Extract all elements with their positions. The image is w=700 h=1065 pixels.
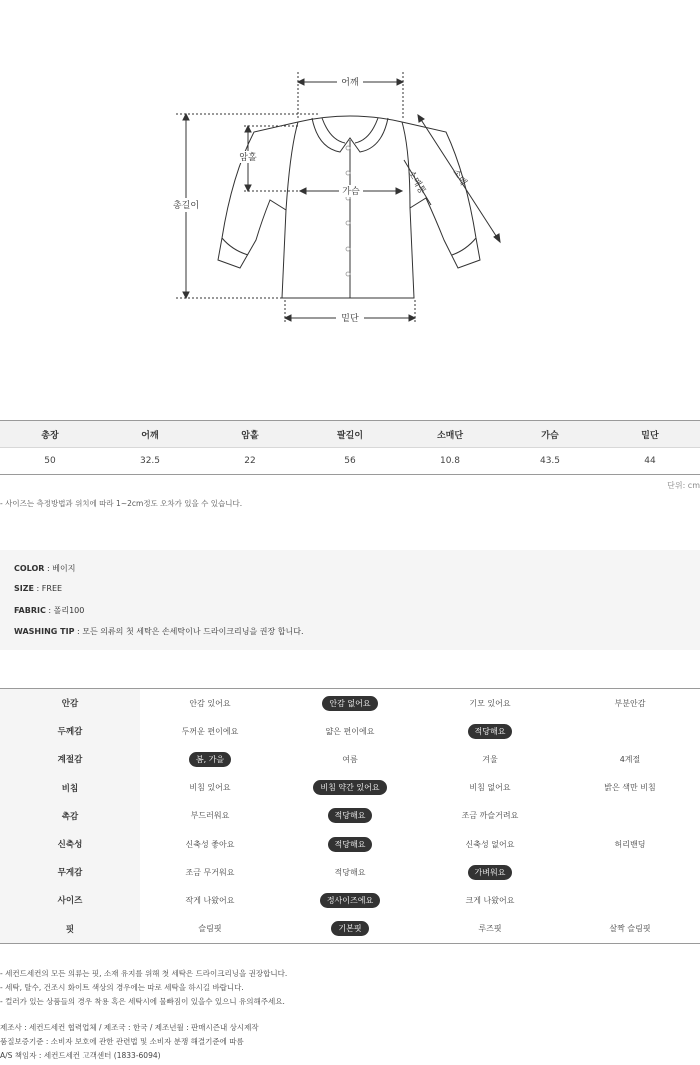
- shoulder-label: 어깨: [341, 78, 359, 88]
- feature-option: 허리밴딩: [614, 839, 646, 849]
- feature-option-selected: 가벼워요: [430, 858, 550, 886]
- header-arm-length: 팔길이: [300, 421, 400, 448]
- washing-value: : 모든 의류의 첫 세탁은 손세탁이나 드라이크리닝을 권장 합니다.: [74, 627, 304, 636]
- feature-row-sheerness: [0, 774, 700, 802]
- feature-option: 조금 까슬거려요: [461, 811, 519, 821]
- feature-row-size: [0, 886, 700, 914]
- header-chest: 가슴: [500, 421, 600, 448]
- feature-option: 부드러워요: [190, 811, 230, 821]
- size-note: - 사이즈는 측정방법과 위치에 따라 1~2cm정도 오차가 있을 수 있습니다.: [0, 499, 243, 508]
- fabric-value: : 폴리100: [45, 606, 85, 615]
- fabric-row: [14, 605, 84, 616]
- feature-label: 비침: [0, 774, 140, 802]
- feature-option: 기모 있어요: [469, 698, 511, 708]
- feature-row-season: [0, 745, 700, 773]
- hem-label: 밑단: [341, 314, 359, 324]
- feature-row-fit: [0, 915, 700, 943]
- color-label: COLOR: [14, 564, 45, 573]
- feature-option: 루즈핏: [478, 924, 502, 934]
- header-total-length: 총장: [0, 421, 100, 448]
- washing-label: WASHING TIP: [14, 627, 75, 636]
- value-chest: 43.5: [500, 448, 600, 475]
- feature-option-selected: 안감 없어요: [290, 689, 410, 717]
- cuff-label: 소매통: [405, 168, 427, 197]
- feature-label: 무게감: [0, 858, 140, 886]
- notes-section: [0, 967, 287, 1063]
- feature-option: 신축성 좋아요: [185, 839, 235, 849]
- header-armhole: 암홀: [200, 421, 300, 448]
- chest-label: 가슴: [342, 187, 360, 197]
- feature-table: [0, 688, 700, 944]
- feature-option-selected: 비침 약간 있어요: [290, 774, 410, 802]
- size-label: SIZE: [14, 584, 35, 593]
- feature-label: 안감: [0, 689, 140, 717]
- feature-row-lining: [0, 689, 700, 717]
- feature-option: 겨울: [482, 754, 498, 764]
- unit-label: 단위: cm: [667, 481, 700, 490]
- feature-option: 비침 없어요: [469, 783, 511, 793]
- size-row: [14, 584, 62, 593]
- feature-row-texture: [0, 802, 700, 830]
- garment-measurement-diagram: [0, 0, 700, 400]
- buttons: [346, 146, 350, 276]
- feature-option: 안감 있어요: [189, 698, 231, 708]
- feature-option-selected: 정사이즈에요: [290, 886, 410, 914]
- care-note: - 세컨드세컨의 모든 의류는 핏, 소재 유지를 위해 첫 세탁은 드라이크리닝을 권장합니다.: [0, 969, 288, 978]
- header-hem: 밑단: [600, 421, 700, 448]
- feature-option: 슬림핏: [198, 924, 222, 934]
- feature-option: 조금 무거워요: [185, 867, 235, 877]
- feature-label: 사이즈: [0, 886, 140, 914]
- size-table-row: [0, 448, 700, 475]
- fabric-label: FABRIC: [14, 606, 46, 615]
- feature-row-thickness: [0, 717, 700, 745]
- header-cuff: 소매단: [400, 421, 500, 448]
- feature-option-selected: 기본핏: [290, 915, 410, 943]
- feature-option: 적당해요: [334, 867, 366, 877]
- feature-option: [570, 802, 690, 830]
- washing-row: [14, 626, 304, 637]
- value-shoulder: 32.5: [100, 448, 200, 475]
- feature-option: 부분안감: [614, 698, 646, 708]
- value-hem: 44: [600, 448, 700, 475]
- header-shoulder: 어깨: [100, 421, 200, 448]
- feature-option-selected: 적당해요: [290, 802, 410, 830]
- value-armhole: 22: [200, 448, 300, 475]
- feature-option: 크게 나왔어요: [465, 895, 515, 905]
- feature-option: 작게 나왔어요: [185, 895, 235, 905]
- size-table: [0, 420, 700, 475]
- feature-label: 계절감: [0, 745, 140, 773]
- size-value: : FREE: [34, 584, 63, 593]
- care-note: - 컬러가 있는 상품들의 경우 착용 혹은 세탁시에 물빠짐이 있을수 있으니 유의해주세요.: [0, 997, 285, 1006]
- feature-option: 두꺼운 편이에요: [181, 726, 239, 736]
- feature-option: 비침 있어요: [189, 783, 231, 793]
- feature-row-weight: [0, 858, 700, 886]
- feature-label: 촉감: [0, 802, 140, 830]
- feature-option: 4계절: [619, 754, 641, 764]
- value-arm-length: 56: [300, 448, 400, 475]
- color-value: : 베이지: [44, 564, 76, 573]
- company-note: A/S 책임자 : 세컨드세컨 고객센터 (1833-6094): [0, 1051, 161, 1060]
- feature-label: 두께감: [0, 717, 140, 745]
- feature-option-selected: 적당해요: [430, 717, 550, 745]
- feature-label: 핏: [0, 915, 140, 943]
- feature-option: 살짝 슬림핏: [609, 924, 651, 934]
- value-total-length: 50: [0, 448, 100, 475]
- sleeve-label: 소매: [450, 167, 469, 188]
- feature-option: [570, 858, 690, 886]
- value-cuff: 10.8: [400, 448, 500, 475]
- feature-option: 여름: [342, 754, 358, 764]
- care-note: - 세탁, 탈수, 건조시 화이트 색상의 경우에는 따로 세탁을 하시길 바랍니다.: [0, 983, 244, 992]
- total-length-label: 총길이: [172, 201, 200, 211]
- feature-option: 신축성 없어요: [465, 839, 515, 849]
- feature-option-selected: 봄, 가을: [150, 745, 270, 773]
- company-note: 제조사 : 세컨드세컨 협력업체 / 제조국 : 한국 / 제조년월 : 판매시즌내 상시제작: [0, 1023, 259, 1032]
- blouse-illustration: [218, 116, 480, 298]
- feature-option: [570, 717, 690, 745]
- feature-option: 얇은 편이에요: [325, 726, 375, 736]
- feature-row-elasticity: [0, 830, 700, 858]
- feature-option-selected: 적당해요: [290, 830, 410, 858]
- armhole-label: 암홀: [239, 153, 257, 163]
- feature-option: [570, 886, 690, 914]
- feature-option: 밝은 색만 비침: [604, 783, 656, 793]
- company-note: 품질보증기준 : 소비자 보호에 관한 관련법 및 소비자 분쟁 해결기준에 따름: [0, 1037, 244, 1046]
- feature-label: 신축성: [0, 830, 140, 858]
- product-info-box: [0, 550, 700, 650]
- size-table-header: [0, 421, 700, 448]
- color-row: [14, 563, 75, 574]
